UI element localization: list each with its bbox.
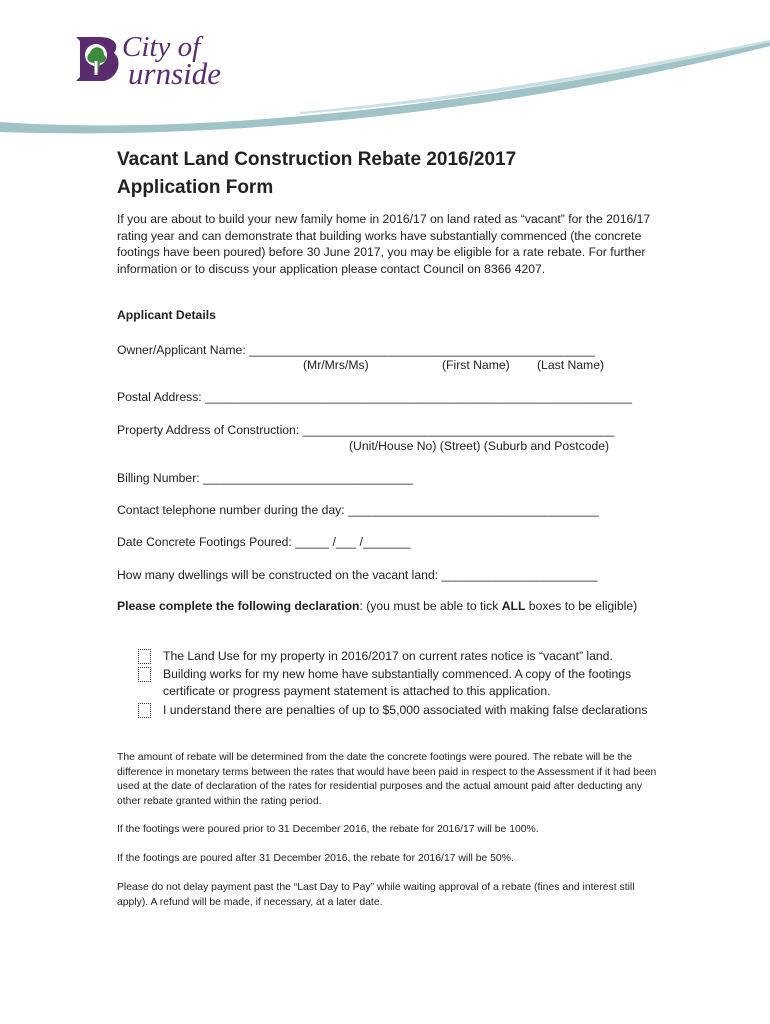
declaration-rest-b: boxes to be eligible) [525,599,638,613]
declaration-rest-a: : (you must be able to tick [359,599,502,613]
dwellings-count-field[interactable]: How many dwellings will be constructed on the vacant land: _______________________ [117,568,598,582]
logo-line-city-of: City of [122,31,201,63]
property-address-field[interactable]: Property Address of Construction: ______________________________________________ [117,423,615,437]
owner-last-name-hint: (Last Name) [537,358,605,372]
postal-address-field[interactable]: Postal Address: _______________________________________________________________ [117,390,633,404]
declaration-checkbox-1[interactable] [138,649,151,664]
declaration-lead: Please complete the following declaration [117,599,360,613]
declaration-item-text: The Land Use for my property in 2016/2017 on current rates notice is “vacant” land. [163,649,613,663]
rebate-100-note: If the footings were poured prior to 31 December 2016, the rebate for 2016/17 will be 100%. [117,824,539,835]
contact-phone-field[interactable]: Contact telephone number during the day: _____________________________________ [117,503,599,517]
applicant-details-heading: Applicant Details [117,308,216,322]
footings-date-field[interactable]: Date Concrete Footings Poured: _____ /___ /_______ [117,535,411,549]
declaration-item-text: I understand there are penalties of up to $5,000 associated with making false declarations [163,703,648,717]
property-address-hint: (Unit/House No) (Street) (Suburb and Postcode) [349,439,610,453]
payment-note: Please do not delay payment past the “Last Day to Pay” while waiting approval of a rebate (fines and interest still apply). A refund will be made, if necessary, at a later date. [117,882,635,908]
owner-title-hint: (Mr/Mrs/Ms) [303,358,369,372]
owner-applicant-name-field[interactable]: Owner/Applicant Name: ___________________________________________________ [117,343,595,357]
declaration-instruction [117,598,657,615]
declaration-all: ALL [501,599,526,613]
tree-emblem-icon [70,33,122,87]
declaration-checkbox-2[interactable] [138,667,151,682]
rebate-50-note: If the footings are poured after 31 December 2016, the rebate for 2016/17 will be 50%. [117,853,514,864]
owner-first-name-hint: (First Name) [442,358,510,372]
declaration-item-text: Building works for my new home have substantially commenced. A copy of the footings certificate or progress payment statement is attached to this application. [163,667,632,698]
intro-paragraph: If you are about to build your new family home in 2016/17 on land rated as “vacant” for the 2016/17 rating year and can demonstrate that building works have substantially commenced (the concrete footings have been poured) before 30 June 2017, you may be eligible for a rate rebate. For further information or to discuss your application please contact Council on 8366 4207. [117,212,651,276]
city-of-burnside-logo [70,33,240,91]
title-line-2: Application Form [117,177,274,198]
rebate-explanation: The amount of rebate will be determined from the date the concrete footings were poured. The rebate will be the difference in monetary terms between the rates that would have been paid in respect to the Assessment if it had been used at the date of declaration of the rates for residential purposes and the actual amount paid after deducting any other rebate granted within the rating period. [117,752,657,807]
page-title [117,146,516,202]
billing-number-field[interactable]: Billing Number: _______________________________ [117,471,414,485]
logo-line-burnside: urnside [128,56,221,91]
title-line-1: Vacant Land Construction Rebate 2016/2017 [117,149,517,170]
declaration-checkbox-3[interactable] [138,703,151,718]
